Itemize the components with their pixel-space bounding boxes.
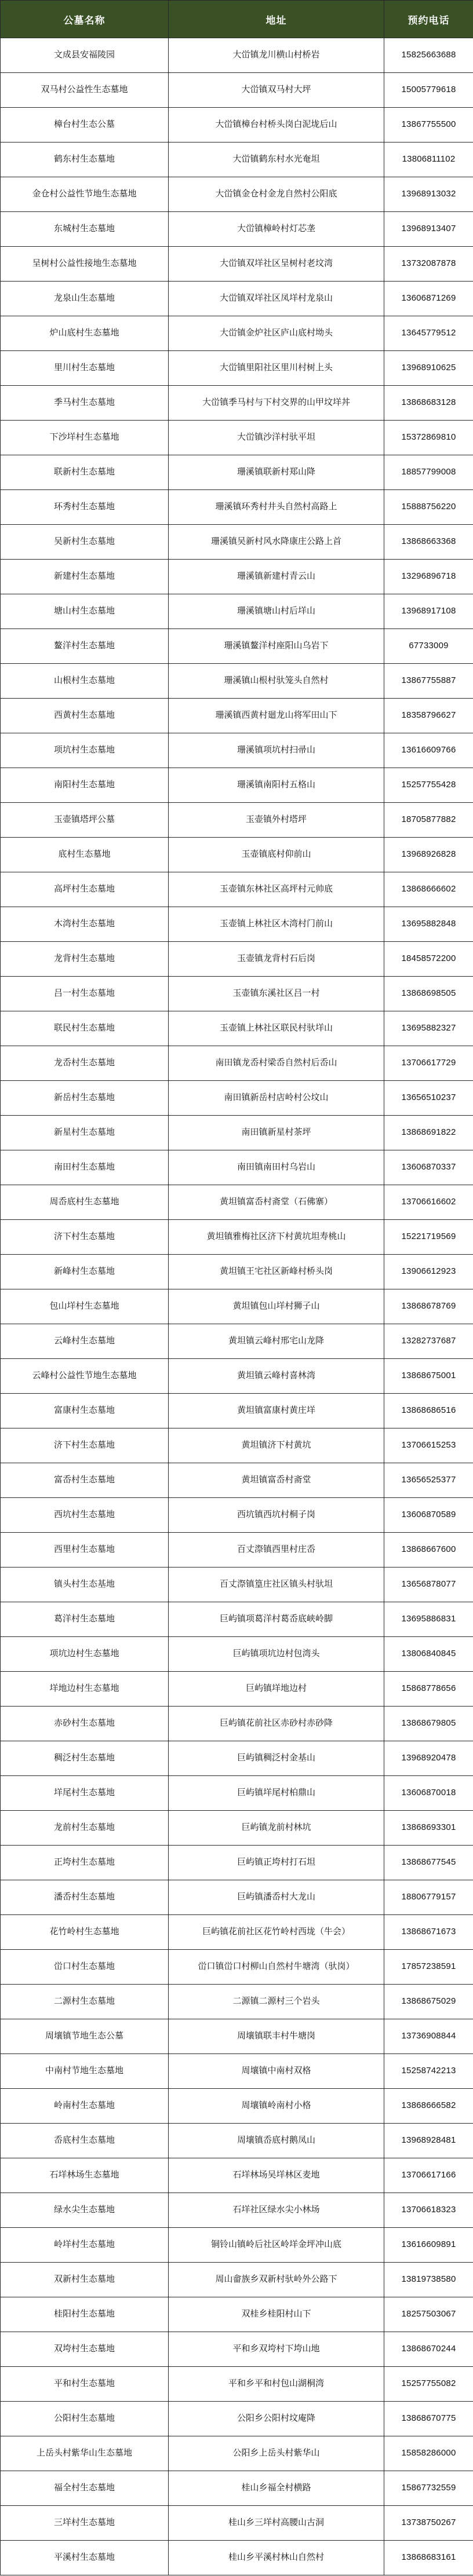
cell-cemetery-name: 新岳村生态墓地 — [1, 1081, 169, 1116]
table-row — [1, 699, 473, 733]
cell-cemetery-name: 文成县安福陵园 — [1, 38, 169, 73]
cell-phone: 13968910625 — [384, 351, 473, 386]
cell-address: 大峃镇季马村与下村交界的山甲坟垟丼 — [169, 386, 384, 421]
cell-phone: 18806779157 — [384, 1880, 473, 1915]
cell-address: 百丈漈镇西里村庄岙 — [169, 1533, 384, 1567]
table-row — [1, 1637, 473, 1672]
table-row — [1, 1255, 473, 1289]
table-row — [1, 1915, 473, 1950]
table-row — [1, 1116, 473, 1150]
cell-address: 巨屿镇项葛洋村葛岙底峡岭脚 — [169, 1602, 384, 1637]
cell-phone: 13968913407 — [384, 212, 473, 247]
table-row — [1, 664, 473, 699]
cell-cemetery-name: 下沙垟村生态墓地 — [1, 421, 169, 455]
cell-phone: 15221719569 — [384, 1220, 473, 1255]
cell-address: 桂山乡福全村横路 — [169, 2471, 384, 2506]
cell-address: 巨屿镇花前社区赤砂村赤砂降 — [169, 1707, 384, 1741]
cell-phone: 15372869810 — [384, 421, 473, 455]
cell-phone: 13968913032 — [384, 177, 473, 212]
cell-cemetery-name: 鳌洋村生态墓地 — [1, 629, 169, 664]
cell-phone: 13606870589 — [384, 1498, 473, 1533]
table-row — [1, 1394, 473, 1428]
cell-cemetery-name: 平和村生态墓地 — [1, 2367, 169, 2402]
table-row — [1, 2089, 473, 2124]
cell-cemetery-name: 呈树村公益性接地生态墓地 — [1, 247, 169, 282]
cell-phone: 15005779618 — [384, 73, 473, 108]
table-row — [1, 38, 473, 73]
table-row — [1, 316, 473, 351]
cell-phone: 13868663368 — [384, 525, 473, 560]
table-row — [1, 2054, 473, 2089]
cell-address: 珊溪镇新建村青云山 — [169, 560, 384, 594]
cell-cemetery-name: 南阳村生态墓地 — [1, 768, 169, 803]
cell-phone: 13606870018 — [384, 1776, 473, 1811]
table-row — [1, 2541, 473, 2575]
cell-address: 公阳乡公阳村坟庵降 — [169, 2402, 384, 2436]
cell-cemetery-name: 花竹岭村生态墓地 — [1, 1915, 169, 1950]
cell-phone: 13867755500 — [384, 108, 473, 142]
cell-cemetery-name: 新建村生态墓地 — [1, 560, 169, 594]
cell-cemetery-name: 石垟林场生态墓地 — [1, 2158, 169, 2193]
cell-phone: 13806840845 — [384, 1637, 473, 1672]
cell-address: 石垟林场吴垟林区麦地 — [169, 2158, 384, 2193]
table-row — [1, 247, 473, 282]
cell-cemetery-name: 西黄村生态墓地 — [1, 699, 169, 733]
cell-address: 珊溪镇吴新村风水降康庄公路上首 — [169, 525, 384, 560]
header-row — [1, 1, 473, 38]
table-row — [1, 1741, 473, 1776]
table-row — [1, 1185, 473, 1220]
cell-cemetery-name: 山根村生态墓地 — [1, 664, 169, 699]
col-header-phone: 预约电话 — [384, 1, 473, 38]
cell-phone: 13868686516 — [384, 1394, 473, 1428]
cell-cemetery-name: 项坑村生态墓地 — [1, 733, 169, 768]
cell-cemetery-name: 赤砂村生态墓地 — [1, 1707, 169, 1741]
cell-address: 珊溪镇项坑村扫帚山 — [169, 733, 384, 768]
cell-phone: 13968928481 — [384, 2124, 473, 2158]
cell-address: 巨屿镇项坑边村包湾头 — [169, 1637, 384, 1672]
cell-phone: 13706618323 — [384, 2193, 473, 2228]
cell-phone: 15867732559 — [384, 2471, 473, 2506]
cell-address: 大峃镇双马村大坪 — [169, 73, 384, 108]
table-row — [1, 73, 473, 108]
cell-cemetery-name: 环秀村生态墓地 — [1, 490, 169, 525]
cell-cemetery-name: 潘岙村生态墓地 — [1, 1880, 169, 1915]
cell-cemetery-name: 垟地边村生态墓地 — [1, 1672, 169, 1707]
cell-cemetery-name: 葛洋村生态墓地 — [1, 1602, 169, 1637]
cell-cemetery-name: 双垮村生态墓地 — [1, 2332, 169, 2367]
table-row — [1, 282, 473, 316]
table-row — [1, 872, 473, 907]
table-row — [1, 1081, 473, 1116]
table-row — [1, 142, 473, 177]
cell-address: 双桂乡桂阳村山下 — [169, 2297, 384, 2332]
cell-phone: 17857238591 — [384, 1950, 473, 1985]
table-row — [1, 1672, 473, 1707]
cell-address: 珊溪镇鳌洋村座阳山乌岩下 — [169, 629, 384, 664]
cell-address: 黄坦镇富岙村斋堂（石佛寨） — [169, 1185, 384, 1220]
cell-cemetery-name: 龙前村生态墓地 — [1, 1811, 169, 1846]
cell-address: 周壤镇岙底村鹅凤山 — [169, 2124, 384, 2158]
cell-address: 玉壶镇龙背村石后岗 — [169, 942, 384, 977]
cell-cemetery-name: 岭垟村生态墓地 — [1, 2228, 169, 2263]
cell-address: 珊溪镇塘山村后垟山 — [169, 594, 384, 629]
cell-address: 百丈漈镇篁庄社区镇头村驮坦 — [169, 1567, 384, 1602]
cell-cemetery-name: 联民村生态墓地 — [1, 1011, 169, 1046]
cell-phone: 13868698505 — [384, 977, 473, 1011]
cell-address: 周壤镇中南村双格 — [169, 2054, 384, 2089]
cell-cemetery-name: 联新村生态墓地 — [1, 455, 169, 490]
cell-cemetery-name: 富康村生态墓地 — [1, 1394, 169, 1428]
cell-cemetery-name: 吕一村生态墓地 — [1, 977, 169, 1011]
table-row — [1, 2158, 473, 2193]
cell-address: 黄坦镇济下村黄坑 — [169, 1428, 384, 1463]
cell-phone: 13868678769 — [384, 1289, 473, 1324]
cell-phone: 13868670244 — [384, 2332, 473, 2367]
cell-address: 大峃镇里阳社区里川村树上头 — [169, 351, 384, 386]
cell-address: 巨屿镇正垮村打石坦 — [169, 1846, 384, 1880]
cell-phone: 13738750267 — [384, 2506, 473, 2541]
cell-phone: 18358796627 — [384, 699, 473, 733]
cell-phone: 18257503067 — [384, 2297, 473, 2332]
cell-cemetery-name: 鹤东村生态墓地 — [1, 142, 169, 177]
cell-address: 公阳乡上岳头村紫华山 — [169, 2436, 384, 2471]
col-header-cemetery-name: 公墓名称 — [1, 1, 169, 38]
cell-phone: 13695886831 — [384, 1602, 473, 1637]
cell-phone: 13282737687 — [384, 1324, 473, 1359]
cell-cemetery-name: 上岳头村紫华山生态墓地 — [1, 2436, 169, 2471]
cell-cemetery-name: 三垟村生态墓地 — [1, 2506, 169, 2541]
cell-phone: 67733009 — [384, 629, 473, 664]
cell-cemetery-name: 峃口村生态墓地 — [1, 1950, 169, 1985]
cell-phone: 15825663688 — [384, 38, 473, 73]
cell-address: 西坑镇西坑村桐子岗 — [169, 1498, 384, 1533]
cell-cemetery-name: 高坪村生态墓地 — [1, 872, 169, 907]
cell-address: 黄坦镇云峰村邢宅山龙降 — [169, 1324, 384, 1359]
cell-phone: 15257755428 — [384, 768, 473, 803]
cell-cemetery-name: 云峰村公益性节地生态墓地 — [1, 1359, 169, 1394]
table-row — [1, 2471, 473, 2506]
cell-address: 大峃镇龙川横山村桥岩 — [169, 38, 384, 73]
cell-cemetery-name: 南田村生态墓地 — [1, 1150, 169, 1185]
cell-cemetery-name: 平溪村生态墓地 — [1, 2541, 169, 2575]
cell-cemetery-name: 龙岙村生态墓地 — [1, 1046, 169, 1081]
table-row — [1, 108, 473, 142]
cell-address: 巨屿镇垟尾村柏鼎山 — [169, 1776, 384, 1811]
cell-cemetery-name: 樟台村生态公墓 — [1, 108, 169, 142]
cell-cemetery-name: 公阳村生态墓地 — [1, 2402, 169, 2436]
cell-phone: 13706617166 — [384, 2158, 473, 2193]
cell-cemetery-name: 龙背村生态墓地 — [1, 942, 169, 977]
cell-cemetery-name: 木湾村生态墓地 — [1, 907, 169, 942]
cell-cemetery-name: 富岙村生态墓地 — [1, 1463, 169, 1498]
cell-address: 黄坦镇云峰村喜林湾 — [169, 1359, 384, 1394]
cell-address: 巨屿镇龙前村林坑 — [169, 1811, 384, 1846]
table-row — [1, 1289, 473, 1324]
cell-cemetery-name: 包山垟村生态墓地 — [1, 1289, 169, 1324]
cell-address: 桂山乡平溪村林山自然村 — [169, 2541, 384, 2575]
cell-phone: 15868778656 — [384, 1672, 473, 1707]
cell-phone: 13706617729 — [384, 1046, 473, 1081]
cell-address: 桂山乡三垟村高腰山古洞 — [169, 2506, 384, 2541]
cell-cemetery-name: 福全村生态墓地 — [1, 2471, 169, 2506]
table-row — [1, 212, 473, 247]
table-row — [1, 2367, 473, 2402]
cell-phone: 13868670775 — [384, 2402, 473, 2436]
cell-phone: 13868679805 — [384, 1707, 473, 1741]
cell-address: 周壤镇联丰村牛塘岗 — [169, 2019, 384, 2054]
cell-cemetery-name: 中南村节地生态墓地 — [1, 2054, 169, 2089]
table-row — [1, 2019, 473, 2054]
cell-cemetery-name: 济下村生态墓地 — [1, 1428, 169, 1463]
cell-phone: 13695882327 — [384, 1011, 473, 1046]
cell-phone: 13868691822 — [384, 1116, 473, 1150]
cell-address: 峃口镇峃口村柳山自然村牛塘湾（驮岗） — [169, 1950, 384, 1985]
cell-address: 石垟社区绿水尖小林场 — [169, 2193, 384, 2228]
cell-address: 巨屿镇垟地边村 — [169, 1672, 384, 1707]
table-row — [1, 733, 473, 768]
cell-cemetery-name: 岙底村生态墓地 — [1, 2124, 169, 2158]
table-row — [1, 2263, 473, 2297]
cell-phone: 13868675001 — [384, 1359, 473, 1394]
cell-cemetery-name: 垟尾村生态墓地 — [1, 1776, 169, 1811]
table-row — [1, 2402, 473, 2436]
table-row — [1, 1846, 473, 1880]
col-header-address: 地址 — [169, 1, 384, 38]
cell-cemetery-name: 东城村生态墓地 — [1, 212, 169, 247]
table-row — [1, 2506, 473, 2541]
cell-phone: 13906612923 — [384, 1255, 473, 1289]
table-row — [1, 838, 473, 872]
cell-cemetery-name: 金仓村公益性节地生态墓地 — [1, 177, 169, 212]
table-row — [1, 2332, 473, 2367]
table-row — [1, 1359, 473, 1394]
cell-address: 黄坦镇包山垟村狮子山 — [169, 1289, 384, 1324]
table-row — [1, 525, 473, 560]
cell-phone: 13868666582 — [384, 2089, 473, 2124]
cell-phone: 13868683128 — [384, 386, 473, 421]
cell-cemetery-name: 龙泉山生态墓地 — [1, 282, 169, 316]
cell-address: 黄坦镇富康村黄庄垟 — [169, 1394, 384, 1428]
cell-address: 大峃镇鹤东村水光奄坦 — [169, 142, 384, 177]
cell-address: 黄坦镇王宅社区新峰村桥头岗 — [169, 1255, 384, 1289]
cell-phone: 18857799008 — [384, 455, 473, 490]
cell-cemetery-name: 底村生态墓地 — [1, 838, 169, 872]
table-row — [1, 2228, 473, 2263]
table-row — [1, 768, 473, 803]
cell-address: 黄坦镇雅梅社区济下村黄坑坦寿桃山 — [169, 1220, 384, 1255]
cell-address: 玉壶镇上林社区联民村驮垟山 — [169, 1011, 384, 1046]
table-row — [1, 490, 473, 525]
cell-address: 珊溪镇西黄村廻龙山将军田山下 — [169, 699, 384, 733]
cell-cemetery-name: 西坑村生态墓地 — [1, 1498, 169, 1533]
table-row — [1, 977, 473, 1011]
cell-cemetery-name: 桂阳村生态墓地 — [1, 2297, 169, 2332]
cell-phone: 13616609766 — [384, 733, 473, 768]
cell-address: 珊溪镇环秀村井头自然村高路上 — [169, 490, 384, 525]
cell-phone: 13616609891 — [384, 2228, 473, 2263]
cell-address: 黄坦镇富岙村斋堂 — [169, 1463, 384, 1498]
cell-address: 玉壶镇东溪社区吕一村 — [169, 977, 384, 1011]
cell-cemetery-name: 二源村生态墓地 — [1, 1985, 169, 2019]
cell-phone: 18458572200 — [384, 942, 473, 977]
table-row — [1, 1880, 473, 1915]
cell-address: 巨屿镇潘岙村大龙山 — [169, 1880, 384, 1915]
cell-phone: 13656510237 — [384, 1081, 473, 1116]
table-row — [1, 594, 473, 629]
table-row — [1, 177, 473, 212]
cell-address: 平和乡平和村包山湖桐湾 — [169, 2367, 384, 2402]
cell-address: 大峃镇樟岭村灯芯垄 — [169, 212, 384, 247]
table-row — [1, 386, 473, 421]
cell-address: 平和乡双垮村下垮山地 — [169, 2332, 384, 2367]
cell-cemetery-name: 稠泛村生态墓地 — [1, 1741, 169, 1776]
table-row — [1, 942, 473, 977]
cell-address: 南田镇南田村乌岩山 — [169, 1150, 384, 1185]
cell-address: 大峃镇双垟社区呈树村老坟湾 — [169, 247, 384, 282]
cell-cemetery-name: 吴新村生态墓地 — [1, 525, 169, 560]
cell-cemetery-name: 岭南村生态墓地 — [1, 2089, 169, 2124]
cell-cemetery-name: 云峰村生态墓地 — [1, 1324, 169, 1359]
cell-address: 大峃镇沙洋村驮平坦 — [169, 421, 384, 455]
cell-address: 巨屿镇稠泛村金基山 — [169, 1741, 384, 1776]
cell-cemetery-name: 里川村生态墓地 — [1, 351, 169, 386]
table-row — [1, 421, 473, 455]
cell-address: 玉壶镇东林社区高坪村元帅底 — [169, 872, 384, 907]
table-row — [1, 455, 473, 490]
table-row — [1, 1811, 473, 1846]
cell-address: 南田镇新岳村店岭村公坟山 — [169, 1081, 384, 1116]
cell-cemetery-name: 济下村生态墓地 — [1, 1220, 169, 1255]
table-row — [1, 907, 473, 942]
cell-address: 玉壶镇外村塔坪 — [169, 803, 384, 838]
cell-phone: 13736908844 — [384, 2019, 473, 2054]
cell-cemetery-name: 镇头村生态基地 — [1, 1567, 169, 1602]
cell-phone: 13868693301 — [384, 1811, 473, 1846]
cell-phone: 13868671673 — [384, 1915, 473, 1950]
table-row — [1, 2193, 473, 2228]
cell-address: 巨屿镇花前社区花竹岭村西垅（牛会） — [169, 1915, 384, 1950]
cell-phone: 13806811102 — [384, 142, 473, 177]
cell-address: 玉壶镇底村仰前山 — [169, 838, 384, 872]
table-row — [1, 1707, 473, 1741]
cell-cemetery-name: 炉山底村生态墓地 — [1, 316, 169, 351]
cell-phone: 13868677545 — [384, 1846, 473, 1880]
cell-phone: 13645779512 — [384, 316, 473, 351]
table-row — [1, 2124, 473, 2158]
cell-phone: 13656878077 — [384, 1567, 473, 1602]
table-row — [1, 351, 473, 386]
cell-cemetery-name: 季马村生态墓地 — [1, 386, 169, 421]
table-row — [1, 1324, 473, 1359]
cell-phone: 13606871269 — [384, 282, 473, 316]
cell-phone: 13868683161 — [384, 2541, 473, 2575]
cell-cemetery-name: 正垮村生态墓地 — [1, 1846, 169, 1880]
cell-address: 周山畲族乡双新村驮岭外公路下 — [169, 2263, 384, 2297]
table-row — [1, 803, 473, 838]
cell-cemetery-name: 西里村生态墓地 — [1, 1533, 169, 1567]
cell-cemetery-name: 玉壶镇塔坪公墓 — [1, 803, 169, 838]
cell-phone: 13968917108 — [384, 594, 473, 629]
table-row — [1, 2436, 473, 2471]
cell-address: 大峃镇金仓村金龙自然村公阳底 — [169, 177, 384, 212]
cell-phone: 13656525377 — [384, 1463, 473, 1498]
table-row — [1, 1776, 473, 1811]
cell-cemetery-name: 周壤镇节地生态公墓 — [1, 2019, 169, 2054]
table-row — [1, 1463, 473, 1498]
cell-cemetery-name: 绿水尖生态墓地 — [1, 2193, 169, 2228]
cell-cemetery-name: 新星村生态墓地 — [1, 1116, 169, 1150]
cell-cemetery-name: 塘山村生态墓地 — [1, 594, 169, 629]
cell-address: 大峃镇金炉社区庐山底村坳头 — [169, 316, 384, 351]
cell-cemetery-name: 双马村公益性生态墓地 — [1, 73, 169, 108]
cell-cemetery-name: 双新村生态墓地 — [1, 2263, 169, 2297]
table-row — [1, 1011, 473, 1046]
table-row — [1, 1220, 473, 1255]
table-body — [1, 38, 473, 2575]
cell-address: 珊溪镇南阳村五格山 — [169, 768, 384, 803]
cell-address: 南田镇龙岙村梁岙自然村后岙山 — [169, 1046, 384, 1081]
cell-phone: 13296896718 — [384, 560, 473, 594]
cell-address: 南田镇新星村茶坪 — [169, 1116, 384, 1150]
cell-address: 铜铃山镇岭后社区岭垟金坪冲山底 — [169, 2228, 384, 2263]
cell-phone: 13732087878 — [384, 247, 473, 282]
cell-cemetery-name: 项坑边村生态墓地 — [1, 1637, 169, 1672]
table-row — [1, 1602, 473, 1637]
table-row — [1, 1428, 473, 1463]
cell-address: 大峃镇樟台村桥头岗白泥垅后山 — [169, 108, 384, 142]
table-row — [1, 560, 473, 594]
cell-phone: 13868666602 — [384, 872, 473, 907]
cell-phone: 15858286000 — [384, 2436, 473, 2471]
table-row — [1, 1567, 473, 1602]
table-row — [1, 2297, 473, 2332]
cell-address: 珊溪镇山根村驮笼头自然村 — [169, 664, 384, 699]
cell-phone: 18705877882 — [384, 803, 473, 838]
table-row — [1, 1950, 473, 1985]
cell-address: 大峃镇双垟社区凤垟村龙泉山 — [169, 282, 384, 316]
cell-phone: 13968926828 — [384, 838, 473, 872]
cell-address: 周壤镇岭南村小格 — [169, 2089, 384, 2124]
table-row — [1, 1046, 473, 1081]
cell-phone: 13706615253 — [384, 1428, 473, 1463]
cell-address: 二源镇二源村三个岩头 — [169, 1985, 384, 2019]
cell-phone: 13867755887 — [384, 664, 473, 699]
cell-phone: 15257755082 — [384, 2367, 473, 2402]
cell-phone: 13695882848 — [384, 907, 473, 942]
cell-phone: 13819738580 — [384, 2263, 473, 2297]
cell-phone: 13968920478 — [384, 1741, 473, 1776]
table-row — [1, 1533, 473, 1567]
cell-phone: 13706616602 — [384, 1185, 473, 1220]
cell-address: 珊溪镇联新村郑山降 — [169, 455, 384, 490]
table-row — [1, 1150, 473, 1185]
cell-cemetery-name: 周岙底村生态墓地 — [1, 1185, 169, 1220]
cell-phone: 13868675029 — [384, 1985, 473, 2019]
cell-phone: 13606870337 — [384, 1150, 473, 1185]
table-row — [1, 1498, 473, 1533]
cell-phone: 15258742213 — [384, 2054, 473, 2089]
table-row — [1, 629, 473, 664]
cell-phone: 15888756220 — [384, 490, 473, 525]
cell-cemetery-name: 新峰村生态墓地 — [1, 1255, 169, 1289]
table-row — [1, 1985, 473, 2019]
cell-phone: 13868667600 — [384, 1533, 473, 1567]
cell-address: 玉壶镇上林社区木湾村门前山 — [169, 907, 384, 942]
